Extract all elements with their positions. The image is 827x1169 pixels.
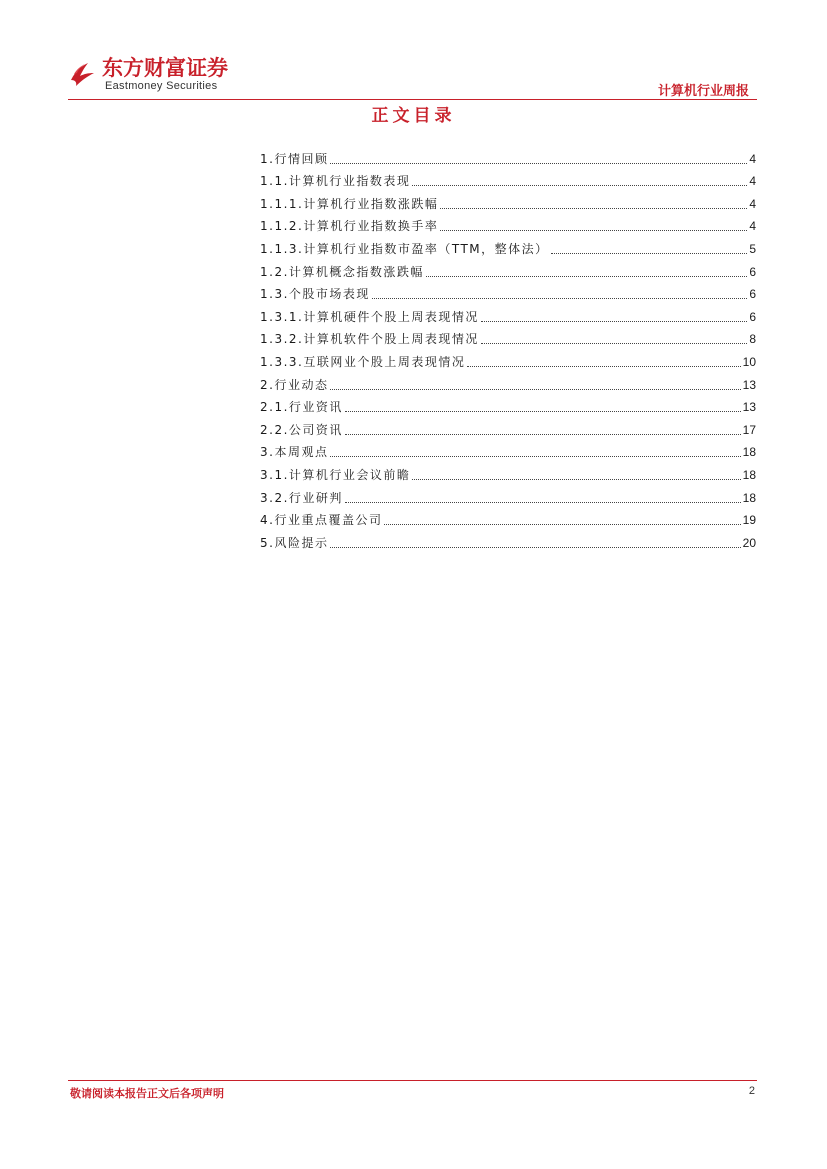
toc-entry-label: 1.行情回顾 [260,151,329,166]
toc-entry-page: 20 [742,535,756,550]
toc-entry[interactable] [260,460,756,483]
toc-entry-label: 1.3.3.互联网业个股上周表现情况 [260,354,466,369]
toc-entry-page: 18 [742,445,756,460]
toc-dot-leader [440,207,747,209]
toc-dot-leader [330,388,740,390]
toc-entry-page: 18 [742,490,756,505]
toc-entry[interactable] [260,370,756,393]
toc-title: 正文目录 [371,106,456,126]
toc-entry-label: 1.3.1.计算机硬件个股上周表现情况 [260,309,479,324]
toc-entry[interactable] [260,438,756,461]
toc-dot-leader [467,365,740,367]
toc-entry-page: 18 [742,467,756,482]
toc-entry[interactable] [260,347,756,370]
toc-entry-label: 4.行业重点覆盖公司 [260,513,383,528]
toc-entry[interactable] [260,212,756,235]
header-divider [68,99,757,100]
toc-entry-label: 2.2.公司资讯 [260,422,343,437]
toc-entry[interactable] [260,528,756,551]
toc-entry[interactable] [260,189,756,212]
logo-en-text: Eastmoney Securities [105,80,218,92]
toc-entry-page: 13 [742,377,756,392]
page-number: 2 [748,1085,755,1097]
toc-entry-label: 1.2.计算机概念指数涨跌幅 [260,264,424,279]
toc-entry[interactable] [260,280,756,303]
toc-dot-leader [440,229,747,231]
toc-entry-label: 1.3.个股市场表现 [260,287,370,302]
toc-dot-leader [330,162,747,164]
toc-dot-leader [330,546,740,548]
toc-entry-page: 4 [749,219,756,234]
table-of-contents [260,144,756,551]
toc-entry-page: 6 [749,287,756,302]
toc-entry-page: 4 [749,151,756,166]
toc-entry[interactable] [260,393,756,416]
toc-entry-page: 13 [742,400,756,415]
toc-dot-leader [481,342,747,344]
eastmoney-logo-icon [68,58,98,88]
toc-dot-leader [345,501,741,503]
toc-dot-leader [551,252,748,254]
toc-entry-page: 4 [749,196,756,211]
toc-entry[interactable] [260,415,756,438]
toc-entry[interactable] [260,257,756,280]
toc-entry-label: 3.2.行业研判 [260,490,343,505]
toc-entry-label: 2.1.行业资讯 [260,400,343,415]
toc-dot-leader [426,275,747,277]
toc-entry[interactable] [260,144,756,167]
toc-entry-page: 6 [749,264,756,279]
toc-entry-page: 8 [749,332,756,347]
footer-divider [68,1080,757,1081]
logo-cn-text: 东方财富证券 [102,55,228,80]
toc-entry-label: 1.1.3.计算机行业指数市盈率（TTM，整体法） [260,241,549,256]
toc-entry-label: 3.本周观点 [260,445,329,460]
toc-entry-label: 5.风险提示 [260,535,329,550]
toc-entry[interactable] [260,302,756,325]
toc-entry-label: 2.行业动态 [260,377,329,392]
report-type: 计算机行业周报 [657,84,749,99]
toc-dot-leader [481,320,747,322]
toc-dot-leader [412,184,747,186]
toc-dot-leader [330,455,740,457]
toc-entry-page: 10 [742,354,756,369]
company-logo [68,56,248,96]
toc-entry-label: 1.1.计算机行业指数表现 [260,174,411,189]
toc-entry[interactable] [260,234,756,257]
toc-entry[interactable] [260,483,756,506]
toc-entry[interactable] [260,325,756,348]
toc-entry-label: 1.1.2.计算机行业指数换手率 [260,219,439,234]
footer-disclaimer[interactable]: 敬请阅读本报告正文后各项声明 [70,1087,224,1100]
toc-entry-label: 1.3.2.计算机软件个股上周表现情况 [260,332,479,347]
toc-dot-leader [384,523,740,525]
toc-dot-leader [345,410,741,412]
toc-entry-page: 5 [749,241,756,256]
toc-dot-leader [345,433,741,435]
toc-entry-page: 17 [742,422,756,437]
toc-entry-page: 6 [749,309,756,324]
toc-entry[interactable] [260,506,756,529]
toc-entry-page: 19 [742,513,756,528]
toc-entry[interactable] [260,167,756,190]
toc-dot-leader [412,478,740,480]
toc-entry-label: 3.1.计算机行业会议前瞻 [260,467,411,482]
toc-entry-page: 4 [749,174,756,189]
toc-entry-label: 1.1.1.计算机行业指数涨跌幅 [260,196,439,211]
toc-dot-leader [372,297,747,299]
